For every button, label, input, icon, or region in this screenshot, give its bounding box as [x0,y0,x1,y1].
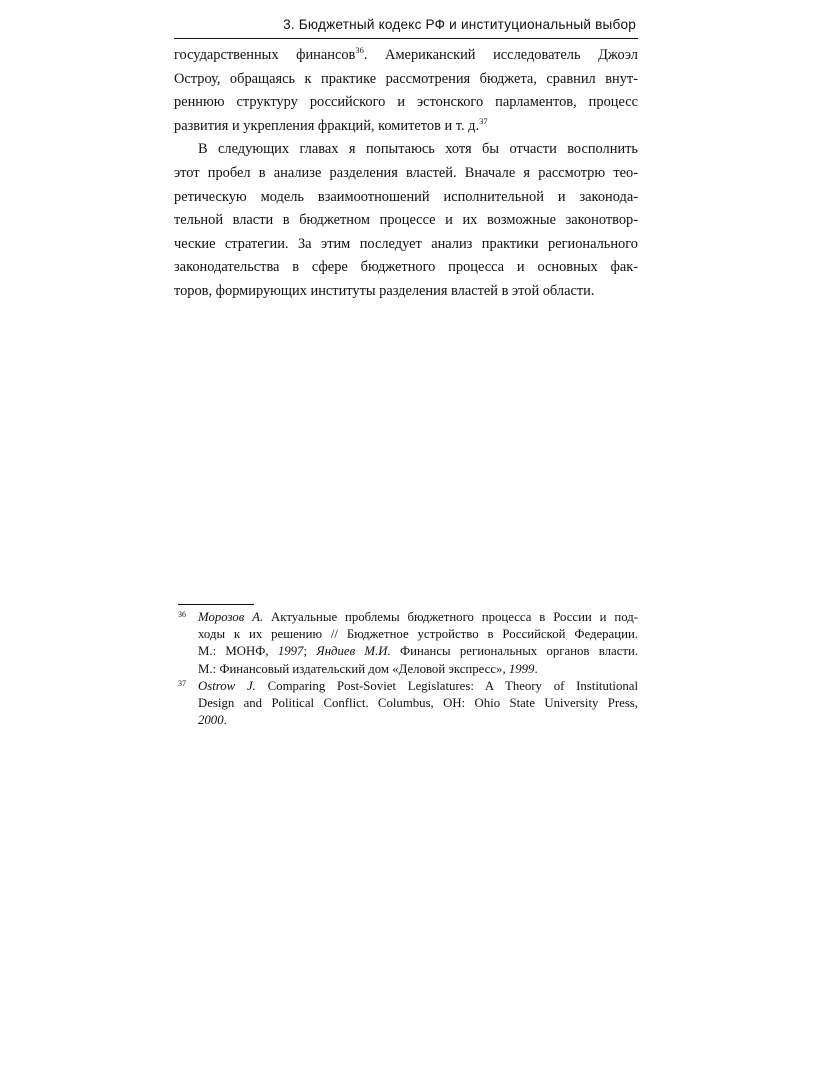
text-line: развития и укрепления фракций, комитетов и т. д.$^{37}$ [174,115,488,134]
text-line: ческие стратегии. За этим последует анализ практики регионального [174,235,638,252]
footnote-line: М.: МОНФ, 1997; Яндиев М.И. Финансы региональных органов власти. [198,644,639,659]
text-line: государственных финансов$^{36}$. Американский исследователь Джоэл [174,45,638,63]
text-line: В следующих главах я попытаюсь хотя бы отчасти восполнить [198,141,638,158]
footnote-line: Ostrow J. Comparing Post-Soviet Legislatures: A Theory of Institutional [198,678,638,693]
footnote-ref-36[interactable]: 36 [355,45,364,55]
footnote-number: 37 [178,678,186,688]
footnote-line: М.: Финансовый издательский дом «Деловой экспресс», 1999. [198,661,538,676]
text-line: Остроу, обращаясь к практике рассмотрения бюджета, сравнил внут- [174,70,638,87]
text-line: торов, формирующих институты разделения властей в этой области. [174,282,595,299]
footnote-ref-37[interactable]: 37 [479,115,488,126]
author-name: Яндиев М.И. [316,644,391,659]
footnote-36 [178,609,638,678]
footnote-number: 36 [178,610,186,619]
footnote-37 [178,678,638,730]
text-line: тельной власти в бюджетном процессе и их возможные законотвор- [174,212,638,229]
footnotes [178,609,638,729]
author-name: Ostrow J. [198,678,256,693]
footnote-separator [178,604,254,605]
text-line: законодательства в сфере бюджетного процесса и основных фак- [174,259,638,276]
footnote-line: Design and Political Conflict. Columbus, OH: Ohio State University Press, [198,696,638,711]
main-text [174,44,638,304]
running-title: 3. Бюджетный кодекс РФ и институциональный выбор [283,17,636,32]
running-header [174,14,638,39]
text-line: ретическую модель взаимоотношений исполнительной и законода- [174,188,638,205]
footnote-line: 2000. [198,713,227,728]
text-line: реннюю структуру российского и эстонского парламентов, процесс [174,94,638,111]
author-name: Морозов А. [198,610,264,624]
footnote-line: ходы к их решению // Бюджетное устройство в Российской Федерации. [198,627,638,642]
text-line: этот пробел в анализе разделения властей. Вначале я рассмотрю тео- [174,164,638,181]
footnote-line: Морозов А. Актуальные проблемы бюджетного процесса в России и под- [198,610,639,624]
